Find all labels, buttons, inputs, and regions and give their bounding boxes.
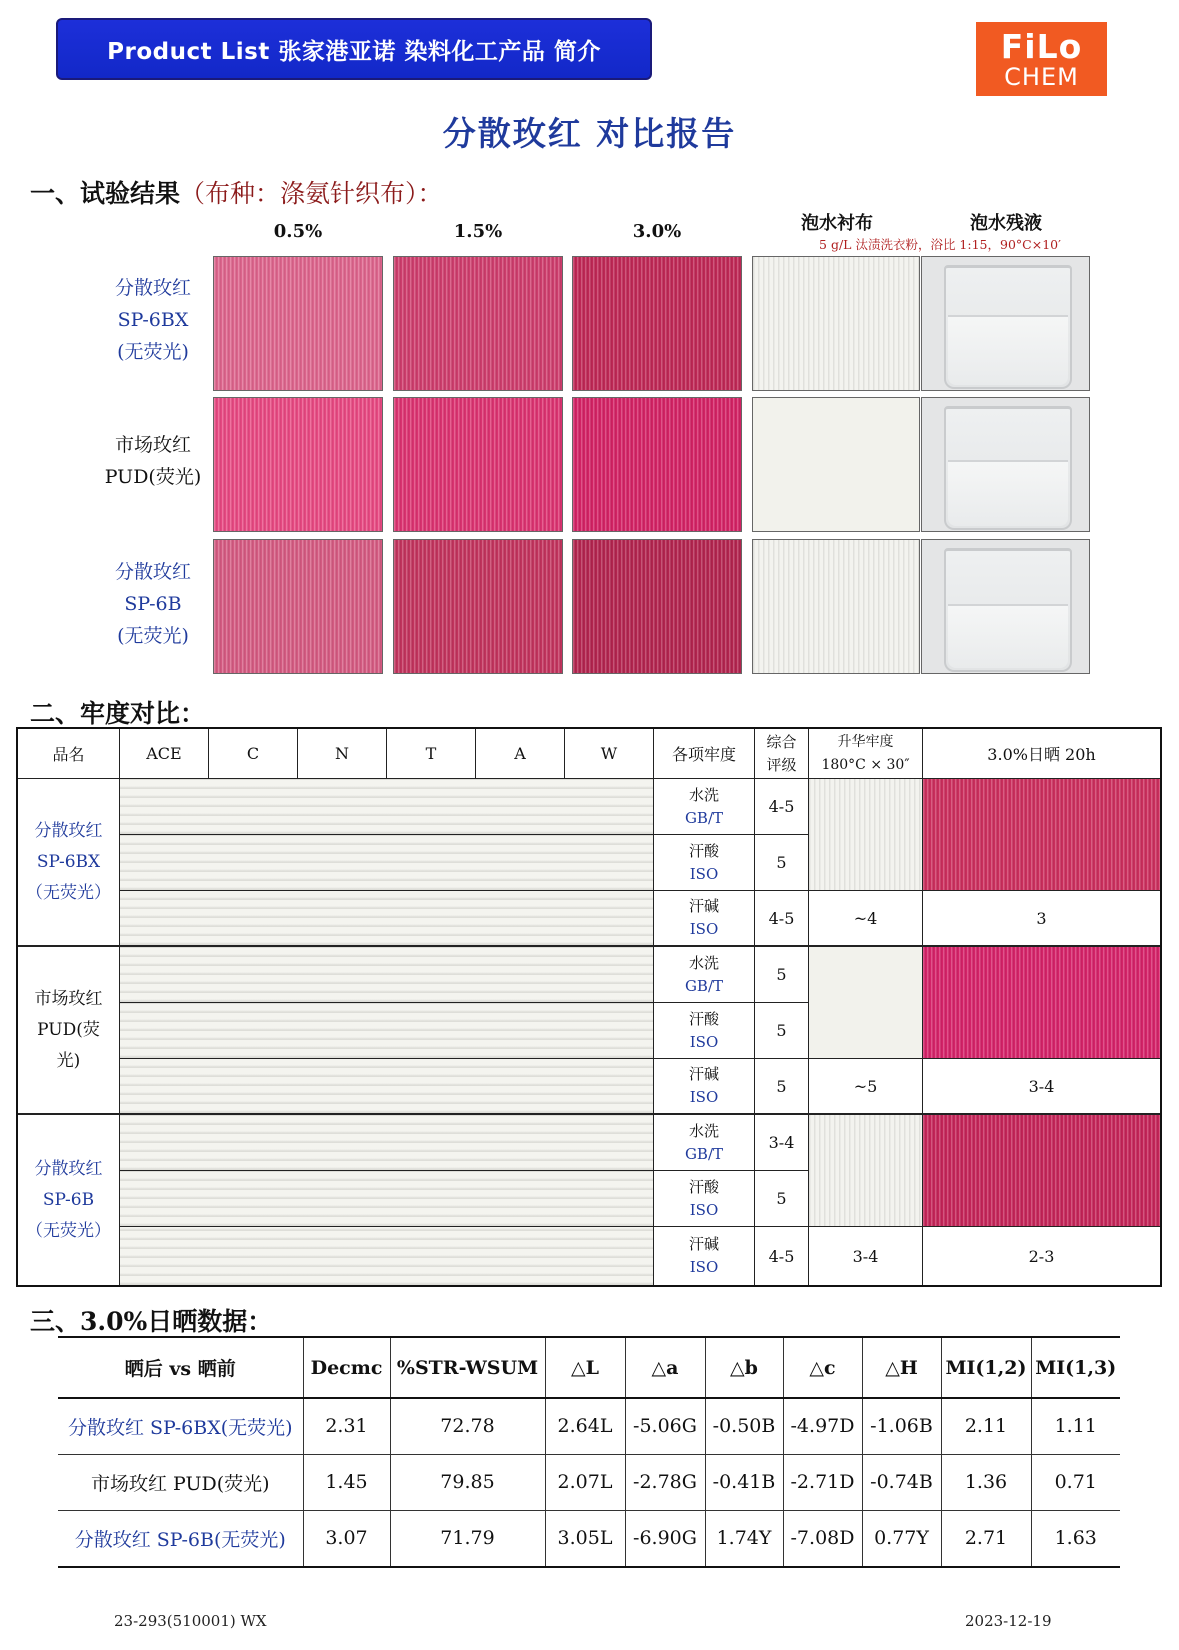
swatch-sp6bx-1-5 xyxy=(393,256,563,391)
col-head-3-0: 3.0% xyxy=(632,221,682,242)
cell-value: -2.71D xyxy=(783,1454,862,1510)
cell-value: 2.31 xyxy=(303,1398,390,1454)
group-label-line: PUD(荧 xyxy=(37,1019,100,1040)
th-delta-c: △c xyxy=(783,1338,862,1398)
multifiber-strip xyxy=(120,1003,654,1059)
test-acid-sweat xyxy=(654,835,755,891)
cell-value: -2.78G xyxy=(625,1454,705,1510)
row-product-name: 分散玫红 SP-6B(无荧光) xyxy=(74,1528,286,1551)
multifiber-strip xyxy=(120,1171,654,1227)
sublimation-swatch xyxy=(809,947,923,1059)
test-alkali-sweat xyxy=(654,1227,755,1285)
th-rating-line2: 评级 xyxy=(766,755,797,774)
group-label-sp6bx xyxy=(18,779,120,947)
row-label-line: SP-6B xyxy=(124,593,182,615)
grade-value: 4-5 xyxy=(755,891,809,947)
row-label-line: 市场玫红 xyxy=(114,434,191,456)
group-label-line: 分散玫红 xyxy=(34,820,103,841)
multifiber-strip xyxy=(120,1227,654,1285)
th-name: 品名 xyxy=(18,729,120,779)
test-name: 水洗 xyxy=(688,785,719,804)
th-delta-b: △b xyxy=(705,1338,783,1398)
sunlight-swatch xyxy=(923,947,1160,1059)
grade-value: 5 xyxy=(755,1003,809,1059)
group-label-line: 分散玫红 xyxy=(34,1158,103,1179)
soak-liquid-beaker-pud xyxy=(921,397,1090,532)
test-standard: GB/T xyxy=(684,808,724,827)
test-standard: ISO xyxy=(689,864,719,883)
cell-value: -5.06G xyxy=(625,1398,705,1454)
cell-value: 1.74Y xyxy=(705,1510,783,1566)
sunlight-data-table xyxy=(58,1336,1120,1568)
col-head-soak-liquid: 泡水残液 xyxy=(970,213,1042,234)
cell-value: -7.08D xyxy=(783,1510,862,1566)
cell-value: 71.79 xyxy=(390,1510,545,1566)
cell-value: -4.97D xyxy=(783,1398,862,1454)
th-subl-line1: 升华牢度 xyxy=(837,733,894,750)
swatch-sp6bx-0-5 xyxy=(213,256,383,391)
soak-test-note: 5 g/L 汰渍洗衣粉，浴比 1:15，90°C×10′ xyxy=(819,237,1061,252)
test-standard: GB/T xyxy=(684,1144,724,1163)
cell-value: -0.50B xyxy=(705,1398,783,1454)
test-acid-sweat xyxy=(654,1171,755,1227)
sunlight-grade: 3 xyxy=(923,891,1160,947)
cell-value: 79.85 xyxy=(390,1454,545,1510)
sunlight-grade: 2-3 xyxy=(1028,1246,1055,1266)
sublimation-swatch xyxy=(809,779,923,891)
test-wash xyxy=(654,947,755,1003)
row-label-line: (无荧光) xyxy=(117,625,189,647)
grade-value: 5 xyxy=(755,835,809,891)
th-subl-line2: 180°C × 30″ xyxy=(821,756,910,773)
cell-value: -0.74B xyxy=(862,1454,941,1510)
group-label-line: SP-6BX xyxy=(36,851,101,872)
sublimation-swatch xyxy=(809,1115,923,1227)
row-label-line: 分散玫红 xyxy=(114,561,191,583)
test-alkali-sweat xyxy=(654,891,755,947)
document-code: 23-293(510001) WX xyxy=(114,1612,267,1630)
test-standard: GB/T xyxy=(684,976,724,995)
cell-value: 2.64L xyxy=(545,1398,625,1454)
test-name: 汗碱 xyxy=(688,897,719,915)
th-fiber-a: A xyxy=(476,729,565,779)
product-list-banner: Product List 张家港亚诺 染料化工产品 简介 xyxy=(56,18,652,80)
test-standard: ISO xyxy=(689,1032,719,1051)
test-standard: ISO xyxy=(689,1088,719,1106)
th-fiber-w: W xyxy=(565,729,654,779)
soak-fabric-sp6bx xyxy=(752,256,920,391)
th-delta-l: △L xyxy=(545,1338,625,1398)
row-label-line: (无荧光) xyxy=(117,341,189,363)
th-sublimation xyxy=(809,729,923,779)
sunlight-grade: 3-4 xyxy=(923,1059,1160,1115)
section1-heading-text: 一、试验结果 xyxy=(30,179,181,208)
sunlight-table-header xyxy=(58,1338,1120,1398)
cell-value: -6.90G xyxy=(625,1510,705,1566)
multifiber-strip xyxy=(120,891,654,947)
swatch-sp6b-0-5 xyxy=(213,539,383,674)
row-label-line: PUD(荧光) xyxy=(104,466,202,488)
filo-chem-logo xyxy=(976,22,1107,96)
swatch-pud-1-5 xyxy=(393,397,563,532)
group-label-sp6b xyxy=(18,1115,120,1285)
row-label-line: 分散玫红 xyxy=(114,277,191,299)
row-product-name: 市场玫红 PUD(荧光) xyxy=(58,1454,303,1510)
th-fiber-t: T xyxy=(387,729,476,779)
multifiber-strip xyxy=(120,835,654,891)
sublimation-grade: 3-4 xyxy=(809,1227,923,1285)
row-label-sp6b xyxy=(88,556,218,652)
fastness-table xyxy=(16,727,1162,1287)
group-label-line: 光) xyxy=(56,1050,81,1071)
cell-value: 1.11 xyxy=(1031,1398,1120,1454)
th-fiber-ace: ACE xyxy=(120,729,209,779)
table-row xyxy=(58,1510,1120,1566)
test-standard: ISO xyxy=(689,1258,719,1276)
grade-value: 4-5 xyxy=(755,779,809,835)
grade-value: 4-5 xyxy=(755,1227,809,1285)
test-standard: ISO xyxy=(689,920,719,938)
group-label-pud xyxy=(18,947,120,1115)
sunlight-swatch xyxy=(923,779,1160,891)
test-wash xyxy=(654,779,755,835)
soak-liquid-beaker-sp6bx xyxy=(921,256,1090,391)
row-product-name: 分散玫红 SP-6BX(无荧光) xyxy=(58,1398,303,1454)
col-head-0-5: 0.5% xyxy=(273,221,323,242)
th-str-wsum: %STR-WSUM xyxy=(390,1338,545,1398)
cell-value: 2.71 xyxy=(941,1510,1031,1566)
swatch-sp6bx-3-0 xyxy=(572,256,742,391)
section1-heading xyxy=(30,174,443,210)
th-rating-line1: 综合 xyxy=(766,732,797,751)
cell-value: 1.36 xyxy=(941,1454,1031,1510)
swatch-sp6b-1-5 xyxy=(393,539,563,674)
cell-value: 0.77Y xyxy=(862,1510,941,1566)
multifiber-strip xyxy=(120,1115,654,1171)
grade-value: 3-4 xyxy=(755,1115,809,1171)
cell-value: 72.78 xyxy=(390,1398,545,1454)
row-label-pud xyxy=(88,429,218,493)
multifiber-strip xyxy=(120,1059,654,1115)
table-row xyxy=(58,1454,1120,1510)
document-date: 2023-12-19 xyxy=(965,1612,1052,1630)
swatch-pud-0-5 xyxy=(213,397,383,532)
test-name: 水洗 xyxy=(688,953,719,972)
col-head-1-5: 1.5% xyxy=(453,221,503,242)
group-label-line: 市场玫红 xyxy=(34,988,103,1009)
cell-value: 3.07 xyxy=(303,1510,390,1566)
col-head-soak-fabric: 泡水衬布 xyxy=(801,213,873,234)
sublimation-grade: ~5 xyxy=(809,1059,923,1115)
cell-value: 2.11 xyxy=(941,1398,1031,1454)
th-mi-1-3: MI(1,3) xyxy=(1031,1338,1120,1398)
section1-fabric-type: （布种：涤氨针织布）： xyxy=(180,179,443,208)
test-name: 汗酸 xyxy=(688,1177,719,1196)
th-fiber-n: N xyxy=(298,729,387,779)
swatch-pud-3-0 xyxy=(572,397,742,532)
sunlight-swatch xyxy=(923,1115,1160,1227)
table-row xyxy=(58,1398,1120,1454)
row-label-sp6bx xyxy=(88,272,218,368)
cell-value: 2.07L xyxy=(545,1454,625,1510)
group-label-line: SP-6B xyxy=(42,1189,95,1210)
grade-value: 5 xyxy=(755,1171,809,1227)
test-acid-sweat xyxy=(654,1003,755,1059)
logo-text-bottom: CHEM xyxy=(1004,62,1079,91)
cell-value: 1.63 xyxy=(1031,1510,1120,1566)
cell-value: -0.41B xyxy=(705,1454,783,1510)
th-comparison: 晒后 vs 晒前 xyxy=(58,1338,303,1398)
th-fiber-c: C xyxy=(209,729,298,779)
cell-value: 3.05L xyxy=(545,1510,625,1566)
cell-value: -1.06B xyxy=(862,1398,941,1454)
cell-value: 1.45 xyxy=(303,1454,390,1510)
test-name: 汗酸 xyxy=(688,1009,719,1028)
group-label-line: （无荧光） xyxy=(26,882,111,903)
test-alkali-sweat xyxy=(654,1059,755,1115)
sublimation-grade: ~4 xyxy=(809,891,923,947)
group-label-line: （无荧光） xyxy=(26,1220,111,1241)
section3-heading: 三、3.0%日晒数据： xyxy=(30,1307,273,1336)
soak-fabric-sp6b xyxy=(752,539,920,674)
soak-liquid-beaker-sp6b xyxy=(921,539,1090,674)
test-name: 汗酸 xyxy=(688,841,719,860)
swatch-sp6b-3-0 xyxy=(572,539,742,674)
test-standard: ISO xyxy=(689,1200,719,1219)
multifiber-strip xyxy=(120,779,654,835)
th-decmc: Decmc xyxy=(303,1338,390,1398)
test-name: 汗碱 xyxy=(688,1065,719,1083)
grade-value: 5 xyxy=(755,947,809,1003)
th-sunlight: 3.0%日晒 20h xyxy=(923,729,1160,779)
test-name: 水洗 xyxy=(688,1121,719,1140)
logo-text-top: FiLo xyxy=(1000,26,1083,66)
th-mi-1-2: MI(1,2) xyxy=(941,1338,1031,1398)
test-wash xyxy=(654,1115,755,1171)
section2-heading: 二、牢度对比： xyxy=(30,699,206,728)
row-label-line: SP-6BX xyxy=(117,309,189,331)
th-rating xyxy=(755,729,809,779)
soak-fabric-pud xyxy=(752,397,920,532)
th-delta-a: △a xyxy=(625,1338,705,1398)
th-delta-h: △H xyxy=(862,1338,941,1398)
grade-value: 5 xyxy=(755,1059,809,1115)
document-title: 分散玫红 对比报告 xyxy=(442,114,737,153)
multifiber-strip xyxy=(120,947,654,1003)
cell-value: 0.71 xyxy=(1031,1454,1120,1510)
th-items: 各项牢度 xyxy=(654,729,755,779)
test-name: 汗碱 xyxy=(688,1235,719,1253)
